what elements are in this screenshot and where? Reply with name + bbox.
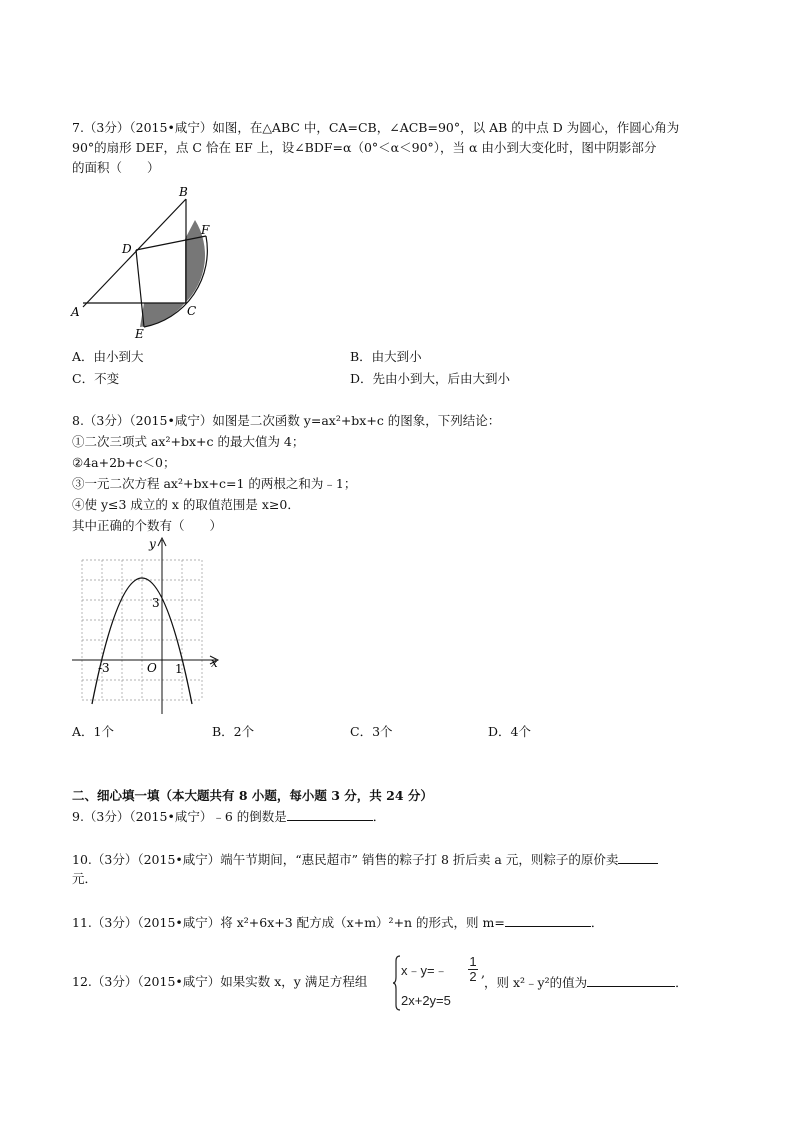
q8-conclusion-2: ②4a+2b+c＜0； — [72, 455, 176, 470]
q8-label-y: y — [149, 537, 156, 551]
q8-conclusion-3: ③一元二次方程 ax²+bx+c=1 的两根之和为﹣1； — [72, 476, 357, 491]
q7-line-3: 的面积（ ） — [72, 160, 160, 175]
q7-figure — [68, 182, 228, 342]
q8-label-x: x — [211, 656, 218, 670]
q11-answer-blank[interactable] — [505, 914, 591, 927]
q11-end: ． — [590, 915, 604, 930]
q12-text: 12.（3分）（2015•咸宁）如果实数 x，y 满足方程组 — [72, 974, 368, 989]
q7-label-b: B — [179, 185, 188, 199]
q8-line-1: 8.（3分）（2015•咸宁）如图是二次函数 y=ax²+bx+c 的图象，下列结论： — [72, 413, 501, 428]
q8-option-b: B．2个 — [212, 724, 255, 739]
q12-equation-1: x﹣y=﹣ — [401, 963, 448, 978]
section-2-heading: 二、细心填一填（本大题共有 8 小题，每小题 3 分，共 24 分） — [72, 788, 433, 803]
q12-answer-blank[interactable] — [587, 974, 675, 987]
q7-option-a: A．由小到大 — [72, 349, 144, 364]
q11 — [72, 914, 603, 931]
q7-shade-bottom — [140, 303, 185, 327]
q8-conclusion-1: ①二次三项式 ax²+bx+c 的最大值为 4； — [72, 434, 305, 449]
q12-brace-icon — [393, 955, 401, 1011]
q9-text: 9.（3分）（2015•咸宁）﹣6 的倒数是 — [72, 809, 287, 824]
q7-radius-de — [136, 250, 144, 327]
q7-side-ab — [83, 199, 186, 307]
q8-option-a: A．1个 — [72, 724, 114, 739]
q12-fraction — [467, 955, 479, 984]
q7-option-d: D．先由小到大，后由大到小 — [350, 371, 511, 386]
q7-option-b: B．由大到小 — [350, 349, 422, 364]
q10-text: 10.（3分）（2015•咸宁）端午节期间，“惠民超市” 销售的粽子打 8 折后卖 a 元，则粽子的原价卖 — [72, 852, 619, 867]
q7-label-d: D — [122, 242, 132, 256]
q8-graph — [68, 534, 228, 716]
q12-after: ，则 x²﹣y²的值为 — [484, 975, 588, 990]
q10-answer-blank[interactable] — [618, 851, 658, 864]
q9 — [72, 808, 385, 825]
q7-label-a: A — [71, 305, 80, 319]
q12-fraction-numerator: 1 — [469, 954, 477, 969]
q8-label-origin: O — [147, 661, 157, 675]
q8-conclusion-4: ④使 y≤3 成立的 x 的取值范围是 x≥0． — [72, 497, 300, 512]
q8-option-c: C．3个 — [350, 724, 393, 739]
q9-answer-blank[interactable] — [287, 808, 373, 821]
q12-fraction-denominator: 2 — [469, 969, 477, 984]
q10-line-1 — [72, 851, 658, 868]
q8-option-d: D．4个 — [488, 724, 531, 739]
q10-line-2: 元． — [72, 871, 98, 886]
q7-option-c: C．不变 — [72, 371, 120, 386]
q12-tail — [484, 974, 688, 991]
q7-label-c: C — [187, 304, 197, 318]
q7-label-f: F — [201, 223, 210, 237]
q8-grid — [82, 560, 202, 700]
q8-label-one: 1 — [175, 662, 183, 676]
q7-line-1: 7.（3分）（2015•咸宁）如图，在△ABC 中，CA=CB，∠ACB=90°，以 AB 的中点 D 为圆心，作圆心角为 — [72, 120, 680, 135]
q7-label-e: E — [135, 327, 144, 341]
q8-question: 其中正确的个数有（ ） — [72, 518, 223, 533]
q12-equation-1-end: , — [481, 966, 486, 981]
q9-end: ． — [372, 809, 386, 824]
q8-label-three: 3 — [152, 596, 160, 610]
q7-line-2: 90°的扇形 DEF，点 C 恰在 EF 上，设∠BDF=α（0°＜α＜90°），当 α 由小到大变化时，图中阴影部分 — [72, 140, 657, 155]
q8-label-neg-three: -3 — [98, 661, 110, 675]
q12-equation-2: 2x+2y=5 — [401, 993, 451, 1008]
q12-end: ． — [675, 975, 688, 990]
q11-text: 11.（3分）（2015•咸宁）将 x²+6x+3 配方成（x+m）²+n 的形式，则 m= — [72, 915, 505, 930]
